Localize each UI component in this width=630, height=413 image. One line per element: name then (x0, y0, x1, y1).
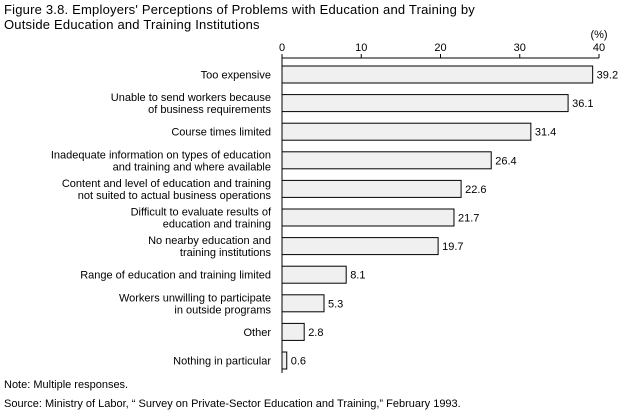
bars (51, 66, 618, 369)
category-label: and training and where available (112, 161, 271, 174)
category-label: Course times limited (171, 126, 271, 139)
category-label: of business requirements (148, 104, 271, 117)
source-text: Source: Ministry of Labor, “ Survey on Private-Sector Education and Training,” February 1993. (4, 398, 461, 410)
bar (282, 95, 568, 112)
value-label: 19.7 (442, 241, 464, 254)
value-label: 8.1 (350, 269, 366, 282)
category-label: training institutions (179, 247, 271, 260)
bar (282, 66, 593, 83)
value-label: 0.6 (290, 355, 307, 368)
note-text: Note: Multiple responses. (4, 379, 129, 391)
category-label: No nearby education and (148, 235, 271, 248)
bar (282, 352, 287, 369)
bar (282, 266, 346, 283)
category-label: Too expensive (200, 69, 271, 82)
value-label: 39.2 (596, 69, 619, 82)
chart-title-line-2: Outside Education and Training Institutions (4, 17, 260, 32)
category-label: Unable to send workers because (110, 92, 271, 105)
unit-label: (%) (590, 29, 608, 41)
category-label: Other (243, 326, 271, 339)
category-label: Difficult to evaluate results of (130, 206, 271, 219)
bar (282, 123, 531, 140)
x-tick-label: 0 (278, 42, 286, 54)
category-label: education and training (162, 218, 271, 231)
x-tick-label: 30 (513, 42, 526, 54)
x-tick-label: 20 (434, 42, 447, 54)
bar (282, 238, 438, 255)
value-label: 21.7 (457, 212, 480, 225)
value-label: 31.4 (534, 126, 557, 139)
x-tick-label: 10 (355, 42, 368, 54)
category-label: in outside programs (174, 304, 271, 317)
bar (282, 152, 491, 169)
bar (282, 209, 454, 226)
value-label: 22.6 (465, 183, 487, 196)
value-label: 26.4 (495, 155, 517, 168)
bar (282, 323, 304, 340)
category-label: not suited to actual business operations (77, 189, 271, 202)
value-label: 2.8 (308, 326, 324, 339)
bar (282, 180, 461, 197)
category-label: Workers unwilling to participate (118, 292, 271, 305)
category-label: Inadequate information on types of education (50, 149, 271, 162)
category-label: Content and level of education and training (61, 177, 271, 190)
value-label: 5.3 (328, 298, 344, 311)
value-label: 36.1 (572, 98, 594, 111)
x-tick-label: 40 (592, 42, 606, 54)
bar (282, 295, 324, 312)
category-label: Range of education and training limited (80, 269, 271, 282)
chart-title-line-1: Figure 3.8. Employers' Perceptions of Problems with Education and Training by (4, 2, 475, 17)
category-label: Nothing in particular (173, 355, 271, 368)
